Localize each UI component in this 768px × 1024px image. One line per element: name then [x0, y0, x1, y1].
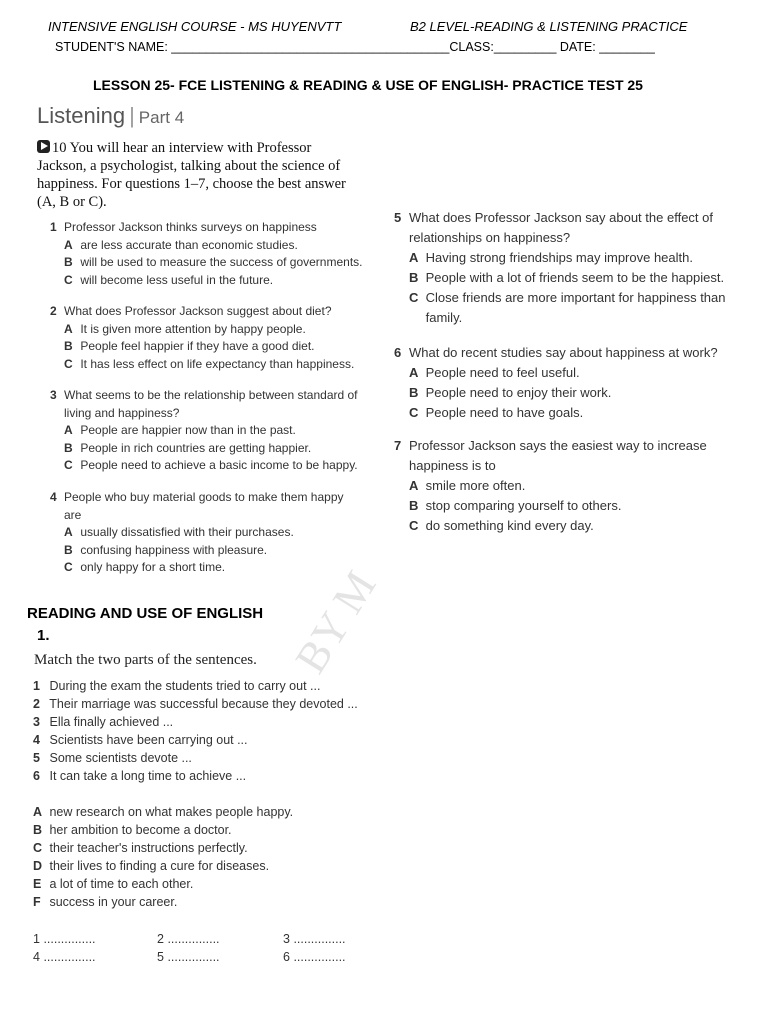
option-text: It has less effect on life expectancy than happiness. [80, 356, 355, 371]
option-text: People with a lot of friends seem to be the happiest. [425, 270, 725, 285]
listening-heading [37, 103, 184, 129]
item-letter: F [33, 895, 41, 909]
item-number: 6 [33, 769, 40, 783]
option-letter: A [64, 423, 73, 437]
option-text: Close friends are more important for happiness than family. [425, 290, 726, 325]
item-text: Scientists have been carrying out ... [49, 733, 248, 747]
option-letter: A [409, 250, 419, 265]
option-text: People need to feel useful. [425, 365, 580, 380]
listening-intro [37, 139, 357, 211]
list-item [33, 749, 358, 767]
course-name: INTENSIVE ENGLISH COURSE - MS HUYENVTT [48, 19, 342, 34]
option-letter: B [64, 255, 73, 269]
option-letter: B [409, 498, 419, 513]
option-letter: B [409, 270, 419, 285]
option-letter: B [64, 440, 73, 455]
question-number: 3 [50, 388, 57, 402]
question-text: What do recent studies say about happiness at work? [409, 345, 718, 360]
answer-5[interactable] [157, 950, 220, 964]
option-text: do something kind every day. [425, 518, 594, 533]
option-letter: C [64, 560, 73, 574]
option-text: People feel happier if they have a good diet. [80, 339, 315, 353]
list-item [33, 803, 293, 821]
question-4 [50, 489, 364, 577]
question-number: 5 [394, 210, 402, 225]
item-number: 3 [33, 715, 40, 729]
option-letter: C [64, 272, 73, 287]
list-item [33, 875, 293, 893]
sentence-beginnings [33, 677, 358, 785]
option-letter: A [409, 478, 419, 493]
student-info-line: STUDENT'S NAME: ________________________________________CLASS:_________ DATE: ________ [55, 40, 655, 54]
item-text: a lot of time to each other. [49, 877, 194, 891]
answer-blank[interactable]: ............... [43, 932, 96, 946]
item-number: 4 [33, 733, 40, 747]
item-number: 5 [33, 751, 40, 765]
item-text: During the exam the students tried to carry out ... [49, 679, 321, 693]
option-text: only happy for a short time. [80, 560, 226, 574]
option-letter: B [409, 385, 419, 400]
question-text: People who buy material goods to make them happy are [64, 490, 344, 522]
heading-divider: | [129, 103, 135, 128]
list-item [33, 677, 358, 695]
item-text: Ella finally achieved ... [49, 715, 174, 729]
option-text: confusing happiness with pleasure. [80, 542, 268, 557]
question-text: Professor Jackson says the easiest way to increase happiness is to [409, 438, 707, 473]
option-text: People in rich countries are getting happier. [80, 440, 312, 455]
option-letter: A [64, 321, 73, 336]
option-text: People need to have goals. [425, 405, 584, 420]
answer-6[interactable] [283, 950, 346, 964]
option-text: People need to enjoy their work. [425, 385, 612, 400]
question-5 [394, 208, 729, 328]
item-letter: E [33, 877, 42, 891]
question-number: 7 [394, 438, 402, 453]
answer-number: 3 [283, 932, 290, 946]
item-text: Some scientists devote ... [49, 751, 192, 765]
intro-text: 10 You will hear an interview with Professor Jackson, a psychologist, talking about the science of happiness. For questions 1–7, choose the best answer (A, B or C). [37, 140, 346, 210]
item-letter: B [33, 823, 43, 837]
audio-play-icon[interactable] [37, 140, 50, 153]
answer-blank[interactable]: ............... [167, 950, 220, 964]
item-number: 2 [33, 697, 40, 711]
question-7 [394, 436, 709, 536]
list-item [33, 695, 358, 713]
option-letter: C [409, 518, 419, 533]
item-text: It can take a long time to achieve ... [49, 769, 247, 783]
answer-blank[interactable]: ............... [293, 932, 346, 946]
reading-heading: READING AND USE OF ENGLISH [27, 605, 264, 622]
list-item [33, 767, 358, 785]
answer-number: 1 [33, 932, 40, 946]
question-2 [50, 303, 354, 373]
question-text: What does Professor Jackson say about the effect of relationships on happiness? [409, 210, 713, 245]
option-text: People need to achieve a basic income to be happy. [80, 458, 358, 472]
item-text: Their marriage was successful because they devoted ... [49, 697, 358, 711]
item-letter: D [33, 859, 43, 873]
answer-4[interactable] [33, 950, 96, 964]
item-letter: C [33, 841, 43, 855]
question-number: 4 [50, 490, 57, 504]
answer-3[interactable] [283, 932, 346, 946]
option-text: will become less useful in the future. [80, 272, 274, 287]
option-letter: C [409, 290, 419, 305]
exercise-number: 1. [37, 627, 50, 644]
option-letter: C [64, 356, 73, 371]
question-number: 2 [50, 304, 57, 318]
sentence-endings [33, 803, 293, 911]
question-number: 6 [394, 345, 402, 360]
item-text: success in your career. [49, 895, 178, 909]
watermark: BY M [285, 562, 386, 682]
option-letter: B [64, 339, 73, 353]
option-text: will be used to measure the success of governments. [80, 255, 363, 269]
level-label: B2 LEVEL-READING & LISTENING PRACTICE [410, 19, 688, 34]
question-6 [394, 343, 718, 423]
answer-number: 5 [157, 950, 164, 964]
option-text: are less accurate than economic studies. [80, 237, 298, 252]
answer-2[interactable] [157, 932, 220, 946]
item-letter: A [33, 805, 43, 819]
option-text: It is given more attention by happy people. [80, 321, 306, 336]
question-text: What seems to be the relationship between standard of living and happiness? [64, 388, 358, 420]
exercise-instruction: Match the two parts of the sentences. [34, 652, 257, 668]
option-letter: B [64, 542, 73, 557]
option-text: People are happier now than in the past. [80, 423, 296, 437]
list-item [33, 893, 293, 911]
question-text: Professor Jackson thinks surveys on happiness [64, 220, 317, 234]
answer-number: 2 [157, 932, 164, 946]
option-text: Having strong friendships may improve health. [425, 250, 693, 265]
option-letter: C [409, 405, 419, 420]
question-number: 1 [50, 220, 57, 234]
list-item [33, 713, 358, 731]
question-3 [50, 387, 364, 475]
item-text: new research on what makes people happy. [49, 805, 294, 819]
item-text: their lives to finding a cure for diseases. [49, 859, 270, 873]
listening-title: Listening [37, 103, 126, 128]
item-text: their teacher's instructions perfectly. [49, 841, 248, 855]
answer-1[interactable] [33, 932, 96, 946]
question-text: What does Professor Jackson suggest about diet? [64, 304, 332, 318]
answer-number: 4 [33, 950, 40, 964]
option-text: stop comparing yourself to others. [425, 498, 622, 513]
question-1 [50, 219, 362, 289]
list-item [33, 857, 293, 875]
answer-blank[interactable]: ............... [167, 932, 220, 946]
list-item [33, 821, 293, 839]
option-letter: C [64, 458, 73, 472]
list-item [33, 839, 293, 857]
item-number: 1 [33, 679, 40, 693]
answer-blank[interactable]: ............... [43, 950, 96, 964]
list-item [33, 731, 358, 749]
item-text: her ambition to become a doctor. [49, 823, 232, 837]
option-letter: A [64, 525, 73, 539]
option-text: usually dissatisfied with their purchases. [80, 525, 294, 539]
answer-blank[interactable]: ............... [293, 950, 346, 964]
lesson-title: LESSON 25- FCE LISTENING & READING & USE OF ENGLISH- PRACTICE TEST 25 [93, 77, 643, 93]
option-letter: A [64, 237, 73, 252]
option-letter: A [409, 365, 419, 380]
answer-number: 6 [283, 950, 290, 964]
listening-part: Part 4 [138, 108, 185, 127]
option-text: smile more often. [425, 478, 526, 493]
